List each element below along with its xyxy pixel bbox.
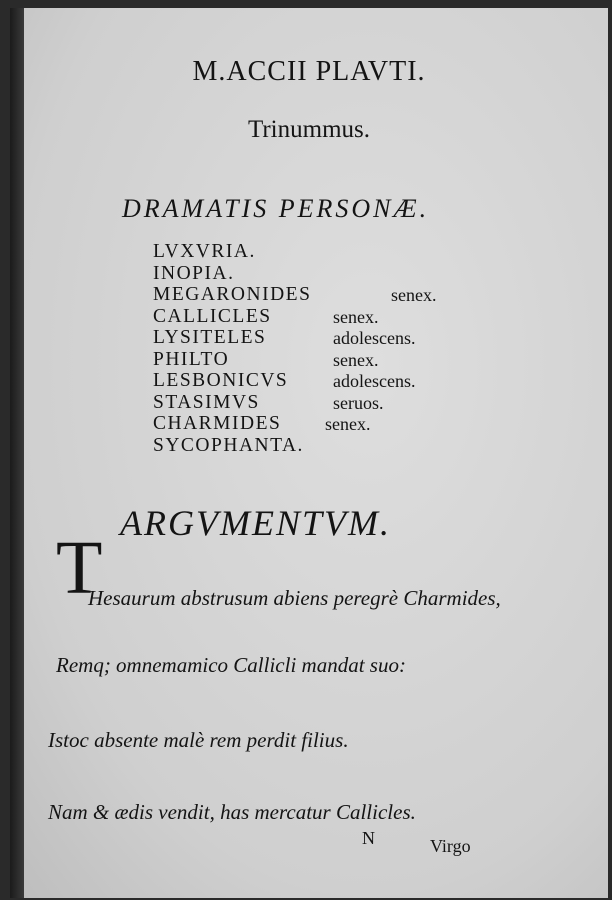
cast-role: seruos. [333,392,384,413]
signature-mark: N [362,828,375,848]
cast-role: senex. [391,285,437,305]
cast-name: CALLICLES [153,305,272,327]
cast-name: MEGARONIDES [153,284,312,305]
cast-name: LYSITELES [153,327,267,348]
cast-name: STASIMVS [153,391,260,413]
cast-role: senex. [325,414,371,434]
page-subtitle: Trinummus. [247,116,371,143]
book-page [10,8,608,898]
dramatis-personae-heading: DRAMATIS PERSONÆ. [122,194,430,223]
cast-role: adolescens. [333,328,416,348]
verse-line: Nam & ædis vendit, has mercatur Callicles. [48,800,416,824]
cast-name: INOPIA. [153,262,235,284]
cast-name: LESBONICVS [153,370,289,391]
cast-role: senex. [333,349,379,370]
argumentum-heading: ARGVMENTVM. [120,503,391,543]
verse-line: Istoc absente malè rem perdit filius. [48,728,349,752]
page-title: M.ACCII PLAVTI. [192,56,426,87]
cast-role: senex. [333,306,379,327]
cast-name: CHARMIDES [153,413,282,434]
cast-name: PHILTO [153,348,230,370]
verse-line: Remq; omnemamico Callicli mandat suo: [56,653,406,677]
cast-name: LVXVRIA. [153,241,256,262]
verse-line: Hesaurum abstrusum abiens peregrè Charmides, [88,586,501,610]
cast-role: adolescens. [333,371,416,391]
catchword: Virgo [430,836,471,856]
drop-cap-initial: T [56,526,103,610]
cast-name: SYCOPHANTA. [153,434,304,456]
